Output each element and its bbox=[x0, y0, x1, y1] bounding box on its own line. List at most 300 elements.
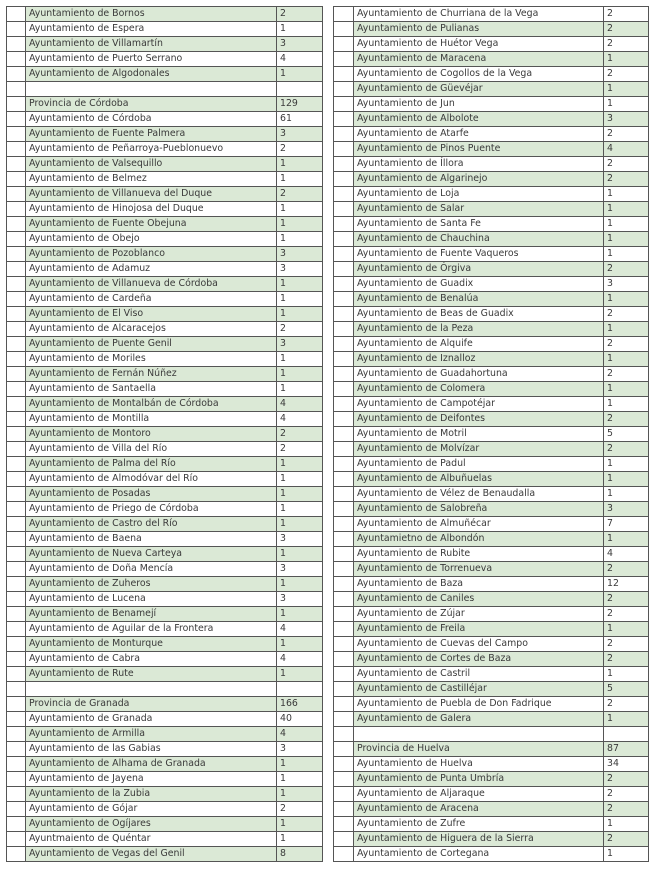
entity-name-cell: Ayuntamiento de Villanueva del Duque bbox=[26, 187, 277, 202]
entity-name-cell: Ayuntamiento de Zufre bbox=[354, 817, 604, 832]
entity-name-cell: Ayuntamiento de Montalbán de Córdoba bbox=[26, 397, 277, 412]
entity-name-cell: Ayuntamiento de Baena bbox=[26, 532, 277, 547]
count-cell: 2 bbox=[277, 322, 323, 337]
count-cell: 4 bbox=[604, 142, 649, 157]
table-row bbox=[334, 472, 649, 487]
entity-name-cell: Ayuntamiento de Almuñécar bbox=[354, 517, 604, 532]
table-row bbox=[7, 157, 323, 172]
entity-name-cell: Ayuntamiento de Ogíjares bbox=[26, 817, 277, 832]
table-row bbox=[334, 817, 649, 832]
table-row bbox=[334, 262, 649, 277]
entity-name-cell: Ayuntamiento de Cuevas del Campo bbox=[354, 637, 604, 652]
count-cell: 4 bbox=[277, 412, 323, 427]
count-cell: 129 bbox=[277, 97, 323, 112]
table-row bbox=[7, 112, 323, 127]
count-cell: 2 bbox=[277, 7, 323, 22]
table-row bbox=[334, 622, 649, 637]
table-row bbox=[7, 832, 323, 847]
row-spacer-cell bbox=[7, 187, 26, 202]
table-row bbox=[334, 667, 649, 682]
entity-name-cell: Ayuntamiento de Jayena bbox=[26, 772, 277, 787]
row-spacer-cell bbox=[7, 37, 26, 52]
row-spacer-cell bbox=[334, 772, 354, 787]
count-cell: 1 bbox=[604, 817, 649, 832]
table-row bbox=[334, 547, 649, 562]
table-row bbox=[334, 292, 649, 307]
row-spacer-cell bbox=[7, 562, 26, 577]
table-row bbox=[334, 232, 649, 247]
row-spacer-cell bbox=[7, 427, 26, 442]
row-spacer-cell bbox=[7, 202, 26, 217]
row-spacer-cell bbox=[334, 52, 354, 67]
row-spacer-cell bbox=[334, 607, 354, 622]
entity-name-cell: Ayuntamiento de Salobreña bbox=[354, 502, 604, 517]
table-row bbox=[334, 277, 649, 292]
table-row bbox=[7, 547, 323, 562]
table-row bbox=[7, 37, 323, 52]
table-row bbox=[7, 322, 323, 337]
count-cell: 3 bbox=[277, 37, 323, 52]
row-spacer-cell bbox=[7, 802, 26, 817]
table-row bbox=[334, 37, 649, 52]
entity-name-cell: Provincia de Córdoba bbox=[26, 97, 277, 112]
entity-name-cell: Ayuntamiento de Cogollos de la Vega bbox=[354, 67, 604, 82]
row-spacer-cell bbox=[334, 232, 354, 247]
row-spacer-cell bbox=[334, 517, 354, 532]
count-cell: 1 bbox=[277, 172, 323, 187]
row-spacer-cell bbox=[334, 547, 354, 562]
entity-name-cell: Ayuntamiento de Nueva Carteya bbox=[26, 547, 277, 562]
count-cell: 2 bbox=[277, 142, 323, 157]
table-row bbox=[7, 757, 323, 772]
count-cell: 1 bbox=[604, 712, 649, 727]
count-cell: 2 bbox=[604, 172, 649, 187]
table-row bbox=[334, 652, 649, 667]
count-cell: 2 bbox=[604, 652, 649, 667]
table-row bbox=[334, 7, 649, 22]
count-cell: 2 bbox=[604, 562, 649, 577]
count-cell: 3 bbox=[277, 562, 323, 577]
table-row bbox=[7, 502, 323, 517]
entity-name-cell: Ayuntamiento de Alhama de Granada bbox=[26, 757, 277, 772]
table-row bbox=[7, 637, 323, 652]
entity-name-cell: Ayuntamiento de Torrenueva bbox=[354, 562, 604, 577]
count-cell: 1 bbox=[277, 232, 323, 247]
count-cell: 1 bbox=[604, 322, 649, 337]
count-cell: 2 bbox=[604, 7, 649, 22]
entity-name-cell: Ayuntamiento de Salar bbox=[354, 202, 604, 217]
row-spacer-cell bbox=[7, 487, 26, 502]
table-row bbox=[7, 457, 323, 472]
row-spacer-cell bbox=[334, 142, 354, 157]
table-row bbox=[334, 412, 649, 427]
entity-name-cell: Ayuntamiento de Puente Genil bbox=[26, 337, 277, 352]
count-cell: 3 bbox=[277, 262, 323, 277]
count-cell: 1 bbox=[604, 532, 649, 547]
row-spacer-cell bbox=[334, 757, 354, 772]
entity-name-cell: Ayuntamiento de Fuente Obejuna bbox=[26, 217, 277, 232]
row-spacer-cell bbox=[7, 232, 26, 247]
row-spacer-cell bbox=[7, 262, 26, 277]
row-spacer-cell bbox=[334, 832, 354, 847]
count-cell: 2 bbox=[604, 697, 649, 712]
entity-name-cell: Ayuntamiento de Monturque bbox=[26, 637, 277, 652]
count-cell: 3 bbox=[277, 127, 323, 142]
table-row bbox=[334, 247, 649, 262]
table-row bbox=[7, 607, 323, 622]
entity-name-cell: Ayuntamiento de Villa del Río bbox=[26, 442, 277, 457]
entity-name-cell: Ayuntamiento de Adamuz bbox=[26, 262, 277, 277]
entity-name-cell: Ayuntamiento de Montilla bbox=[26, 412, 277, 427]
row-spacer-cell bbox=[7, 547, 26, 562]
table-row bbox=[334, 502, 649, 517]
table-row bbox=[7, 652, 323, 667]
row-spacer-cell bbox=[7, 142, 26, 157]
row-spacer-cell bbox=[334, 667, 354, 682]
table-row bbox=[7, 667, 323, 682]
row-spacer-cell bbox=[334, 802, 354, 817]
row-spacer-cell bbox=[7, 472, 26, 487]
row-spacer-cell bbox=[334, 427, 354, 442]
entity-name-cell: Ayuntamiento de Córdoba bbox=[26, 112, 277, 127]
row-spacer-cell bbox=[7, 292, 26, 307]
entity-name-cell: Ayuntamiento de Aljaraque bbox=[354, 787, 604, 802]
table-row bbox=[334, 442, 649, 457]
entity-name-cell: Ayuntamiento de Churriana de la Vega bbox=[354, 7, 604, 22]
entity-name-cell: Ayuntamiento de Zuheros bbox=[26, 577, 277, 592]
count-cell: 2 bbox=[604, 802, 649, 817]
row-spacer-cell bbox=[334, 652, 354, 667]
count-cell: 3 bbox=[277, 532, 323, 547]
table-row bbox=[334, 427, 649, 442]
table-row bbox=[7, 787, 323, 802]
table-row bbox=[334, 772, 649, 787]
entity-name-cell: Ayuntamiento de Valsequillo bbox=[26, 157, 277, 172]
table-row bbox=[334, 727, 649, 742]
entity-name-cell: Ayuntamiento de Bornos bbox=[26, 7, 277, 22]
entity-name-cell: Ayuntamiento de Chauchina bbox=[354, 232, 604, 247]
entity-name-cell: Ayuntamiento de Huelva bbox=[354, 757, 604, 772]
row-spacer-cell bbox=[7, 322, 26, 337]
entity-name-cell: Ayuntamiento de Órgiva bbox=[354, 262, 604, 277]
row-spacer-cell bbox=[7, 817, 26, 832]
row-spacer-cell bbox=[334, 157, 354, 172]
row-spacer-cell bbox=[7, 172, 26, 187]
entity-name-cell: Ayuntamiento de Cortegana bbox=[354, 847, 604, 862]
count-cell: 1 bbox=[604, 847, 649, 862]
table-row bbox=[7, 742, 323, 757]
row-spacer-cell bbox=[334, 82, 354, 97]
count-cell: 1 bbox=[277, 787, 323, 802]
entity-name-cell: Ayuntamiento de Algarinejo bbox=[354, 172, 604, 187]
row-spacer-cell bbox=[7, 217, 26, 232]
entity-name-cell: Ayuntamiento de Motril bbox=[354, 427, 604, 442]
entity-name-cell: Ayuntamiento de Huétor Vega bbox=[354, 37, 604, 52]
entity-name-cell: Ayuntamiento de Vélez de Benaudalla bbox=[354, 487, 604, 502]
count-cell: 40 bbox=[277, 712, 323, 727]
count-cell: 4 bbox=[604, 547, 649, 562]
count-cell: 12 bbox=[604, 577, 649, 592]
row-spacer-cell bbox=[7, 682, 26, 697]
row-spacer-cell bbox=[7, 97, 26, 112]
count-cell: 1 bbox=[604, 667, 649, 682]
row-spacer-cell bbox=[334, 337, 354, 352]
row-spacer-cell bbox=[7, 832, 26, 847]
table-row bbox=[334, 787, 649, 802]
table-row bbox=[7, 472, 323, 487]
entity-name-cell: Ayuntamiento de Galera bbox=[354, 712, 604, 727]
count-cell: 1 bbox=[604, 622, 649, 637]
entity-name-cell: Ayuntamiento de Albolote bbox=[354, 112, 604, 127]
table-row bbox=[7, 247, 323, 262]
entity-name-cell: Ayuntamiento de Moriles bbox=[26, 352, 277, 367]
row-spacer-cell bbox=[334, 847, 354, 862]
count-cell: 4 bbox=[277, 52, 323, 67]
count-cell: 2 bbox=[604, 262, 649, 277]
count-cell: 4 bbox=[277, 397, 323, 412]
count-cell: 2 bbox=[604, 22, 649, 37]
row-spacer-cell bbox=[7, 787, 26, 802]
table-row bbox=[334, 637, 649, 652]
table-row bbox=[334, 607, 649, 622]
row-spacer-cell bbox=[334, 217, 354, 232]
row-spacer-cell bbox=[334, 367, 354, 382]
count-cell: 1 bbox=[604, 292, 649, 307]
right-table bbox=[333, 6, 649, 862]
count-cell: 3 bbox=[277, 592, 323, 607]
entity-name-cell: Ayuntamiento de Campotéjar bbox=[354, 397, 604, 412]
entity-name-cell: Ayuntamiento de Maracena bbox=[354, 52, 604, 67]
row-spacer-cell bbox=[7, 622, 26, 637]
entity-name-cell: Ayuntamiento de Peñarroya-Pueblonuevo bbox=[26, 142, 277, 157]
entity-name-cell bbox=[354, 727, 604, 742]
table-row bbox=[334, 112, 649, 127]
row-spacer-cell bbox=[334, 592, 354, 607]
table-row bbox=[7, 382, 323, 397]
row-spacer-cell bbox=[7, 22, 26, 37]
count-cell: 2 bbox=[604, 37, 649, 52]
count-cell: 1 bbox=[277, 832, 323, 847]
row-spacer-cell bbox=[7, 502, 26, 517]
count-cell: 1 bbox=[277, 502, 323, 517]
count-cell: 1 bbox=[277, 817, 323, 832]
table-row bbox=[7, 52, 323, 67]
row-spacer-cell bbox=[7, 517, 26, 532]
count-cell: 3 bbox=[277, 247, 323, 262]
count-cell: 4 bbox=[277, 622, 323, 637]
count-cell: 1 bbox=[277, 667, 323, 682]
entity-name-cell: Ayuntamiento de Güevéjar bbox=[354, 82, 604, 97]
count-cell: 8 bbox=[277, 847, 323, 862]
row-spacer-cell bbox=[7, 607, 26, 622]
table-row bbox=[7, 232, 323, 247]
row-spacer-cell bbox=[7, 727, 26, 742]
row-spacer-cell bbox=[334, 712, 354, 727]
entity-name-cell: Ayuntamiento de El Viso bbox=[26, 307, 277, 322]
row-spacer-cell bbox=[7, 532, 26, 547]
count-cell: 4 bbox=[277, 727, 323, 742]
row-spacer-cell bbox=[7, 667, 26, 682]
table-row bbox=[334, 487, 649, 502]
entity-name-cell: Ayuntamiento de Palma del Río bbox=[26, 457, 277, 472]
table-row bbox=[7, 577, 323, 592]
table-row bbox=[7, 682, 323, 697]
row-spacer-cell bbox=[7, 652, 26, 667]
table-row bbox=[7, 67, 323, 82]
row-spacer-cell bbox=[334, 277, 354, 292]
table-row bbox=[7, 7, 323, 22]
entity-name-cell: Ayuntamiento de la Peza bbox=[354, 322, 604, 337]
row-spacer-cell bbox=[7, 757, 26, 772]
entity-name-cell: Ayuntamiento de Atarfe bbox=[354, 127, 604, 142]
table-row bbox=[7, 127, 323, 142]
row-spacer-cell bbox=[334, 622, 354, 637]
count-cell: 1 bbox=[604, 97, 649, 112]
count-cell: 2 bbox=[604, 592, 649, 607]
count-cell: 1 bbox=[277, 457, 323, 472]
row-spacer-cell bbox=[7, 457, 26, 472]
entity-name-cell: Ayuntamiento de Castril bbox=[354, 667, 604, 682]
entity-name-cell: Ayuntamiento de Deifontes bbox=[354, 412, 604, 427]
count-cell: 2 bbox=[604, 157, 649, 172]
row-spacer-cell bbox=[7, 637, 26, 652]
count-cell: 1 bbox=[277, 352, 323, 367]
row-spacer-cell bbox=[334, 442, 354, 457]
table-row bbox=[334, 307, 649, 322]
entity-name-cell: Ayuntamiento de Pulianas bbox=[354, 22, 604, 37]
count-cell: 1 bbox=[277, 487, 323, 502]
count-cell: 1 bbox=[604, 82, 649, 97]
table-row bbox=[7, 187, 323, 202]
entity-name-cell: Ayuntamiento de Espera bbox=[26, 22, 277, 37]
count-cell: 1 bbox=[277, 517, 323, 532]
count-cell: 1 bbox=[604, 232, 649, 247]
table-row bbox=[334, 457, 649, 472]
entity-name-cell: Ayuntamiento de Guadix bbox=[354, 277, 604, 292]
table-row bbox=[7, 712, 323, 727]
count-cell: 1 bbox=[277, 157, 323, 172]
count-cell bbox=[277, 682, 323, 697]
count-cell: 1 bbox=[277, 277, 323, 292]
table-row bbox=[334, 532, 649, 547]
table-row bbox=[7, 562, 323, 577]
entity-name-cell: Ayuntamiento de Posadas bbox=[26, 487, 277, 502]
entity-name-cell: Ayuntamiento de Obejo bbox=[26, 232, 277, 247]
table-row bbox=[7, 367, 323, 382]
count-cell: 1 bbox=[277, 367, 323, 382]
count-cell: 3 bbox=[604, 112, 649, 127]
entity-name-cell: Ayuntamiento de Vegas del Genil bbox=[26, 847, 277, 862]
table-row bbox=[334, 172, 649, 187]
entity-name-cell: Ayuntamiento de Cortes de Baza bbox=[354, 652, 604, 667]
table-row bbox=[7, 427, 323, 442]
table-row bbox=[7, 412, 323, 427]
row-spacer-cell bbox=[7, 277, 26, 292]
table-row bbox=[7, 202, 323, 217]
table-row bbox=[7, 352, 323, 367]
entity-name-cell: Ayuntamiento de Beas de Guadix bbox=[354, 307, 604, 322]
table-row bbox=[334, 757, 649, 772]
table-row bbox=[334, 217, 649, 232]
row-spacer-cell bbox=[334, 532, 354, 547]
count-cell: 1 bbox=[277, 217, 323, 232]
row-spacer-cell bbox=[334, 172, 354, 187]
table-row bbox=[334, 52, 649, 67]
row-spacer-cell bbox=[334, 412, 354, 427]
table-row bbox=[7, 802, 323, 817]
row-spacer-cell bbox=[334, 817, 354, 832]
count-cell: 1 bbox=[604, 247, 649, 262]
table-row bbox=[334, 397, 649, 412]
table-row bbox=[7, 592, 323, 607]
row-spacer-cell bbox=[7, 247, 26, 262]
table-row bbox=[334, 832, 649, 847]
entity-name-cell: Ayuntamiento de Padul bbox=[354, 457, 604, 472]
row-spacer-cell bbox=[334, 637, 354, 652]
table-row bbox=[334, 562, 649, 577]
entity-name-cell: Ayuntamiento de Cardeña bbox=[26, 292, 277, 307]
count-cell: 1 bbox=[277, 637, 323, 652]
row-spacer-cell bbox=[7, 67, 26, 82]
table-row bbox=[7, 772, 323, 787]
count-cell: 1 bbox=[604, 217, 649, 232]
entity-name-cell: Ayuntmaiento de Quéntar bbox=[26, 832, 277, 847]
count-cell: 3 bbox=[604, 277, 649, 292]
row-spacer-cell bbox=[7, 382, 26, 397]
count-cell: 1 bbox=[604, 487, 649, 502]
row-spacer-cell bbox=[334, 247, 354, 262]
table-row bbox=[7, 142, 323, 157]
table-row bbox=[334, 187, 649, 202]
table-row bbox=[334, 127, 649, 142]
row-spacer-cell bbox=[7, 52, 26, 67]
row-spacer-cell bbox=[334, 37, 354, 52]
row-spacer-cell bbox=[7, 82, 26, 97]
table-row bbox=[334, 592, 649, 607]
row-spacer-cell bbox=[7, 307, 26, 322]
count-cell: 1 bbox=[604, 457, 649, 472]
row-spacer-cell bbox=[334, 307, 354, 322]
entity-name-cell: Ayuntamiento de Santa Fe bbox=[354, 217, 604, 232]
entity-name-cell: Ayuntamiento de Hinojosa del Duque bbox=[26, 202, 277, 217]
entity-name-cell: Ayuntamiento de Doña Mencía bbox=[26, 562, 277, 577]
entity-name-cell: Ayuntamiento de Iznalloz bbox=[354, 352, 604, 367]
count-cell: 2 bbox=[277, 427, 323, 442]
table-row bbox=[334, 22, 649, 37]
count-cell: 2 bbox=[604, 772, 649, 787]
entity-name-cell: Ayuntamiento de Freila bbox=[354, 622, 604, 637]
count-cell: 4 bbox=[277, 652, 323, 667]
row-spacer-cell bbox=[7, 112, 26, 127]
entity-name-cell: Ayuntamiento de Íllora bbox=[354, 157, 604, 172]
entity-name-cell: Ayuntamiento de Aguilar de la Frontera bbox=[26, 622, 277, 637]
table-row bbox=[7, 532, 323, 547]
entity-name-cell: Ayuntamiento de Rute bbox=[26, 667, 277, 682]
row-spacer-cell bbox=[334, 457, 354, 472]
row-spacer-cell bbox=[7, 397, 26, 412]
entity-name-cell: Ayuntamiento de Aracena bbox=[354, 802, 604, 817]
count-cell: 1 bbox=[604, 352, 649, 367]
count-cell: 2 bbox=[277, 442, 323, 457]
entity-name-cell: Ayuntamiento de Higuera de la Sierra bbox=[354, 832, 604, 847]
table-row bbox=[7, 82, 323, 97]
count-cell: 1 bbox=[277, 577, 323, 592]
row-spacer-cell bbox=[334, 472, 354, 487]
row-spacer-cell bbox=[334, 352, 354, 367]
entity-name-cell: Ayuntamiento de Caniles bbox=[354, 592, 604, 607]
entity-name-cell: Ayuntamiento de Gójar bbox=[26, 802, 277, 817]
table-row bbox=[7, 727, 323, 742]
